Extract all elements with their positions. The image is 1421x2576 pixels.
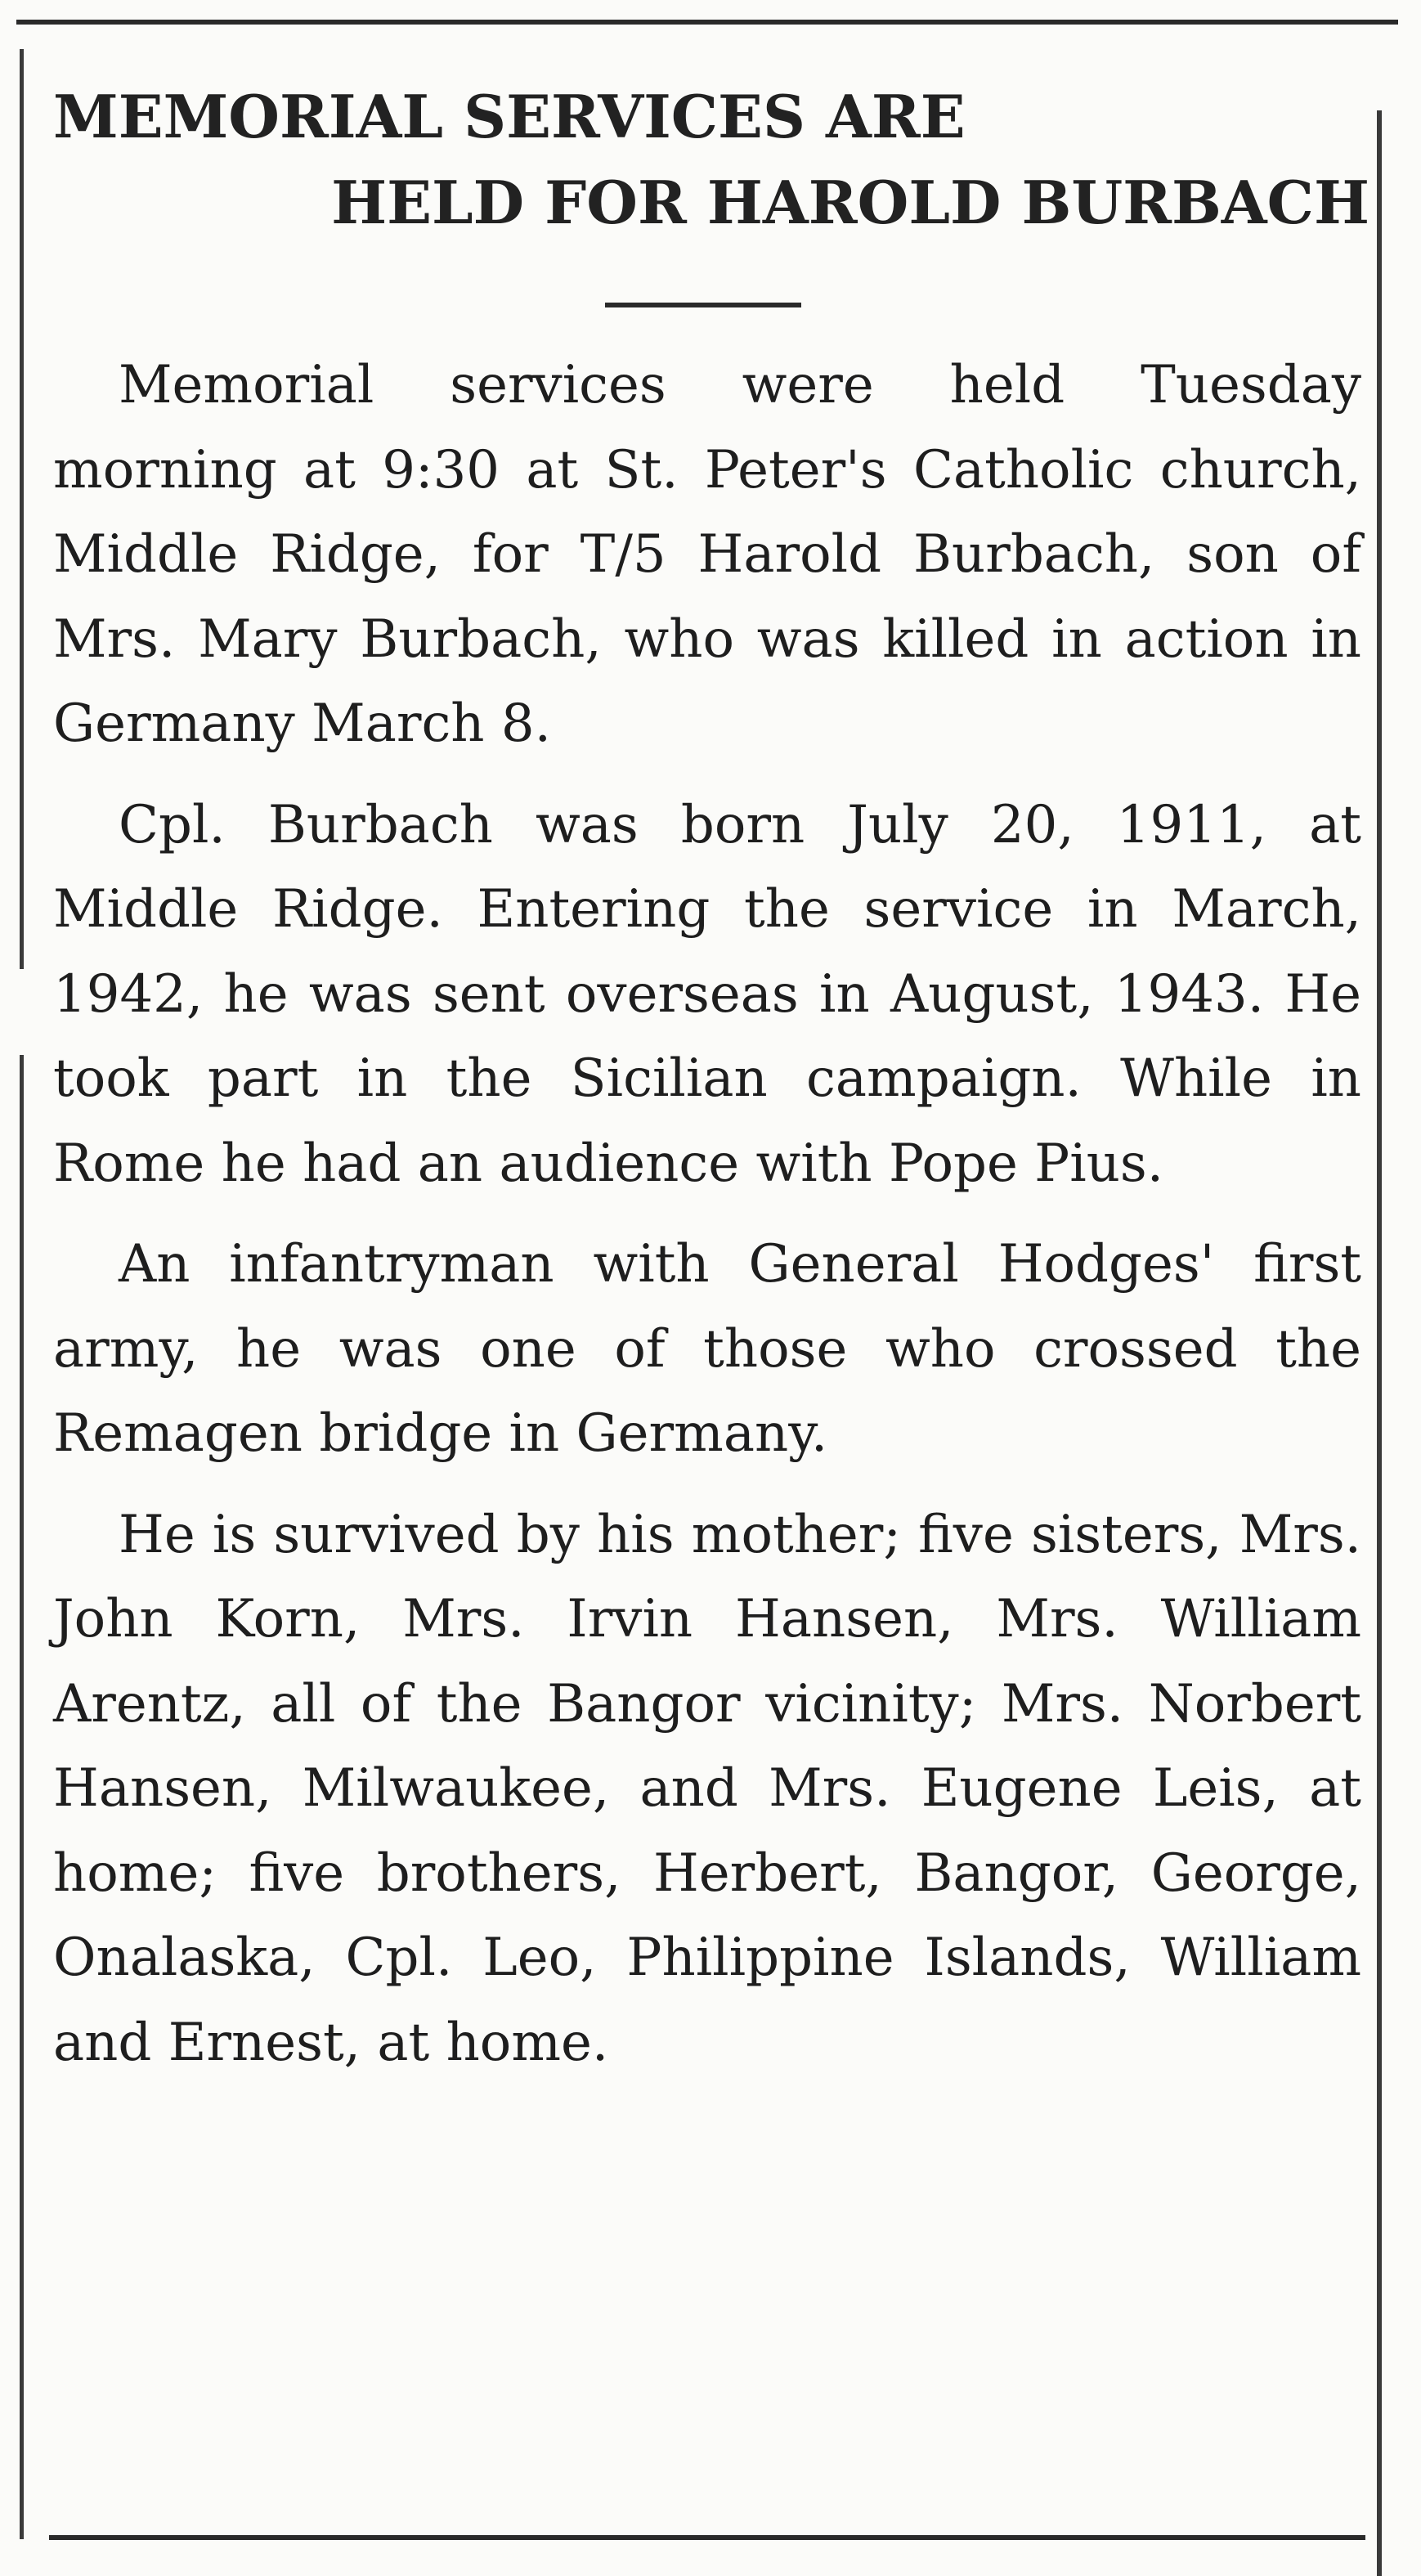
top-border-rule — [16, 20, 1398, 25]
headline-line-2: HELD FOR HAROLD BURBACH — [331, 168, 1369, 237]
headline — [53, 74, 1369, 245]
article-body — [53, 343, 1361, 2085]
headline-divider — [605, 303, 801, 307]
left-border-rule-lower — [20, 1055, 24, 2539]
headline-line-1: MEMORIAL SERVICES ARE — [53, 82, 966, 151]
paragraph-infantry: An infantryman with General Hodges' first army, he was one of those who crossed the Remagen bridge in Germany. — [53, 1234, 1361, 1464]
left-border-rule-upper — [20, 49, 24, 969]
paragraph-survivors: He is survived by his mother; five sisters, Mrs. John Korn, Mrs. Irvin Hansen, Mrs. William Arentz, all of the Bangor vicinity; Mrs. Norbert Hansen, Milwaukee, and Mrs. Eugene Leis, at home; five brothers, Herbert, Bangor, George, Onalaska, Cpl. Leo, Philippine Islands, William and Ernest, at home. — [53, 1504, 1361, 2073]
bottom-border-rule — [49, 2535, 1365, 2540]
right-border-rule — [1377, 110, 1382, 2576]
paragraph-services: Memorial services were held Tuesday morning at 9:30 at St. Peter's Catholic church, Middle Ridge, for T/5 Harold Burbach, son of Mrs. Mary Burbach, who was killed in action in Germany March 8. — [53, 355, 1361, 754]
paragraph-biography: Cpl. Burbach was born July 20, 1911, at Middle Ridge. Entering the service in March, 1942, he was sent overseas in August, 1943. He took part in the Sicilian campaign. While in Rome he had an audience with Pope Pius. — [53, 794, 1361, 1194]
